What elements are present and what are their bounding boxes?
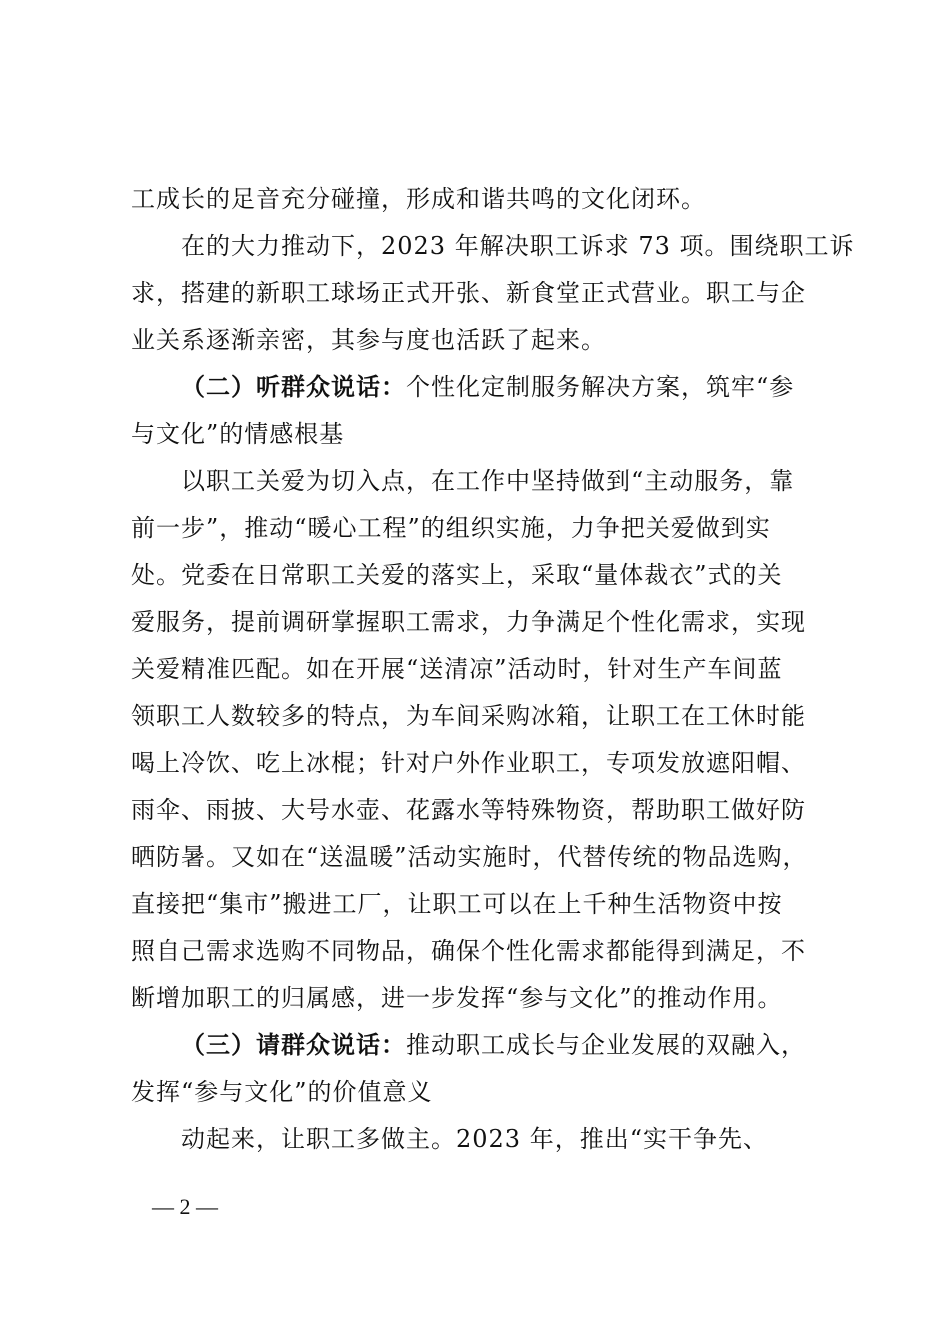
paragraph-1-line-3: 业关系逐渐亲密，其参与度也活跃了起来。 <box>131 326 606 354</box>
paragraph-1-line-1: 在的大力推动下，2023 年解决职工诉求 73 项。围绕职工诉 <box>181 232 855 260</box>
paragraph-2-line-1: 以职工关爱为切入点，在工作中坚持做到“主动服务，靠 <box>181 467 795 495</box>
paragraph-2-line-8: 雨伞、雨披、大号水壶、花露水等特殊物资，帮助职工做好防 <box>131 796 806 824</box>
paragraph-2-line-11: 照自己需求选购不同物品，确保个性化需求都能得到满足，不 <box>131 937 806 965</box>
section-heading-2 <box>181 370 831 404</box>
section-heading-2-label: （二）听群众说话： <box>181 372 406 401</box>
paragraph-2-line-6: 领职工人数较多的特点，为车间采购冰箱，让职工在工休时能 <box>131 702 806 730</box>
paragraph-2-line-12: 断增加职工的归属感，进一步发挥“参与文化”的推动作用。 <box>131 984 783 1012</box>
section-heading-3 <box>181 1028 831 1062</box>
paragraph-2-line-9: 晒防暑。又如在“送温暖”活动实施时，代替传统的物品选购， <box>131 843 808 871</box>
paragraph-3-line-1: 动起来，让职工多做主。2023 年，推出“实干争先、 <box>181 1125 768 1153</box>
section-heading-3-label: （三）请群众说话： <box>181 1030 406 1059</box>
paragraph-2-line-2: 前一步”，推动“暖心工程”的组织实施，力争把关爱做到实 <box>131 514 771 542</box>
paragraph-2-line-10: 直接把“集市”搬进工厂，让职工可以在上千种生活物资中按 <box>131 890 783 918</box>
paragraph-2-line-4: 爱服务，提前调研掌握职工需求，力争满足个性化需求，实现 <box>131 608 806 636</box>
section-heading-2-title: 个性化定制服务解决方案，筑牢“参 <box>406 373 795 401</box>
section-heading-2-line-2: 与文化”的情感根基 <box>131 420 345 448</box>
paragraph-2-line-3: 处。党委在日常职工关爱的落实上，采取“量体裁衣”式的关 <box>131 561 783 589</box>
paragraph-2-line-7: 喝上冷饮、吃上冰棍；针对户外作业职工，专项发放遮阳帽、 <box>131 749 806 777</box>
paragraph-1-line-2: 求，搭建的新职工球场正式开张、新食堂正式营业。职工与企 <box>131 279 806 307</box>
page-number: — 2 — <box>152 1194 218 1219</box>
paragraph-2-line-5: 关爱精准匹配。如在开展“送清凉”活动时，针对生产车间蓝 <box>131 655 783 683</box>
section-heading-3-line-2: 发挥“参与文化”的价值意义 <box>131 1078 433 1106</box>
section-heading-3-title: 推动职工成长与企业发展的双融入， <box>406 1031 806 1059</box>
continuation-line: 工成长的足音充分碰撞，形成和谐共鸣的文化闭环。 <box>131 185 706 213</box>
